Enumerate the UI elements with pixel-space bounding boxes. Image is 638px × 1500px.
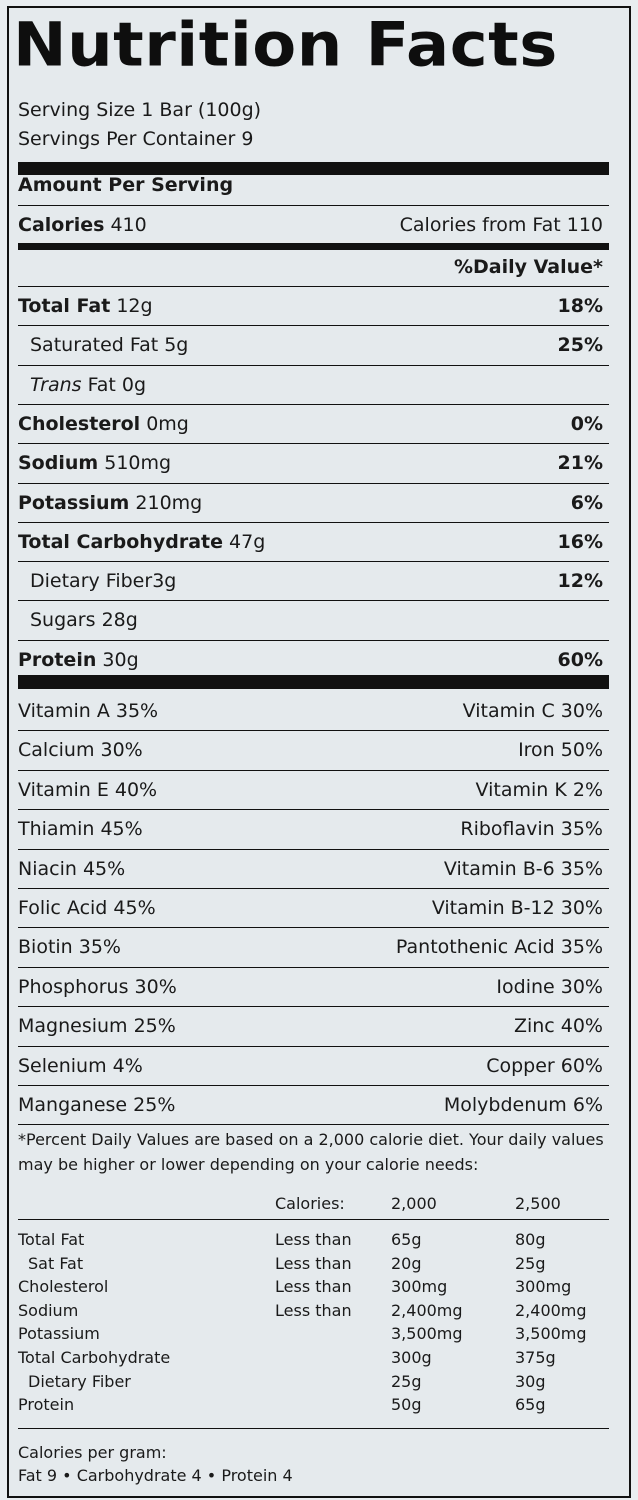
calories-from-fat: Calories from Fat 110 — [399, 214, 603, 236]
nutrient-daily-value: 60% — [557, 648, 603, 671]
vitamin-left: Niacin 45% — [18, 857, 126, 880]
vitamin-right: Vitamin C 30% — [462, 700, 603, 722]
vitamin-left: Phosphorus 30% — [18, 975, 177, 998]
nutrient-amount: 3g — [152, 570, 177, 593]
calories-row — [18, 205, 609, 244]
vitamin-left: Magnesium 25% — [18, 1015, 176, 1038]
nutrient-daily-value: 12% — [557, 570, 603, 593]
vitamin-right: Zinc 40% — [513, 1015, 603, 1038]
nutrient-amount: 210mg — [135, 491, 203, 514]
vitamin-right: Vitamin B-6 35% — [443, 857, 603, 880]
vitamin-left: Manganese 25% — [18, 1094, 176, 1116]
dv-cell-limit: Less than — [275, 1277, 352, 1297]
vitamin-right: Vitamin B-12 30% — [431, 897, 603, 919]
dv-table-2000 — [391, 1228, 463, 1417]
nutrient-row — [18, 286, 609, 325]
divider — [18, 1124, 609, 1125]
nutrient-label: Total Carbohydrate — [18, 530, 223, 553]
vitamin-row — [18, 849, 609, 888]
nutrient-label: Sodium — [18, 452, 99, 475]
vitamin-left: Vitamin A 35% — [18, 700, 159, 722]
dv-cell-name: Sat Fat — [28, 1253, 84, 1273]
dv-cell-c1: 65g — [391, 1230, 422, 1249]
dv-table-2500 — [515, 1228, 587, 1417]
nutrient-amount: 0mg — [146, 412, 189, 435]
dv-table-limits — [275, 1228, 352, 1417]
vitamin-right: Iodine 30% — [496, 975, 603, 998]
dv-cell-name: Potassium — [18, 1324, 100, 1344]
dv-cell-c1: 2,400mg — [391, 1300, 463, 1320]
nutrient-row — [18, 600, 609, 639]
nutrient-amount: 5g — [164, 334, 189, 357]
nutrient-row — [18, 561, 609, 600]
dv-header-calories: Calories: — [275, 1194, 345, 1213]
dv-cell-name: Total Fat — [18, 1230, 85, 1249]
vitamin-row — [18, 730, 609, 769]
dv-cell-c2: 25g — [515, 1253, 546, 1273]
nutrient-label: Dietary Fiber — [30, 570, 153, 593]
nutrient-daily-value: 21% — [557, 452, 603, 475]
nutrient-daily-value: 0% — [570, 412, 603, 435]
nutrient-amount: 510mg — [104, 452, 172, 475]
amount-per-serving: Amount Per Serving — [18, 174, 234, 196]
nutrient-amount: 47g — [229, 530, 266, 553]
dv-header-2000: 2,000 — [391, 1194, 437, 1213]
dv-cell-c2: 30g — [515, 1371, 546, 1391]
calories-per-gram-label: Calories per gram: — [18, 1443, 167, 1462]
nutrient-daily-value: 25% — [557, 334, 603, 357]
vitamin-left: Biotin 35% — [18, 936, 121, 959]
vitamin-left: Thiamin 45% — [18, 818, 143, 841]
vitamin-right: Iron 50% — [518, 739, 603, 762]
thick-divider — [18, 675, 609, 689]
daily-value-header: %Daily Value* — [453, 256, 603, 278]
vitamin-left: Calcium 30% — [18, 739, 143, 762]
dv-cell-c2: 65g — [515, 1395, 546, 1415]
dv-cell-c2: 2,400mg — [515, 1300, 587, 1320]
dv-cell-name: Cholesterol — [18, 1277, 109, 1297]
nutrient-amount: Fat 0g — [87, 373, 147, 396]
vitamin-row — [18, 1006, 609, 1045]
nutrient-label: Sugars — [30, 609, 96, 632]
nutrient-label: Saturated Fat — [30, 334, 159, 357]
nutrient-label: Total Fat — [18, 295, 111, 317]
calories-per-gram-values: Fat 9 • Carbohydrate 4 • Protein 4 — [18, 1466, 293, 1485]
dv-cell-limit: Less than — [275, 1300, 352, 1320]
nutrient-label: Potassium — [18, 491, 130, 514]
dv-table-names — [18, 1228, 170, 1417]
dv-cell-c1: 300g — [391, 1347, 432, 1367]
nutrient-amount: 30g — [102, 648, 139, 671]
vitamin-row — [18, 691, 609, 730]
dv-cell-c1: 25g — [391, 1371, 422, 1391]
nutrient-amount: 12g — [116, 295, 153, 317]
vitamin-right: Pantothenic Acid 35% — [395, 936, 603, 959]
vitamin-left: Selenium 4% — [18, 1054, 143, 1077]
nutrient-row — [18, 640, 609, 679]
nutrient-label: Protein — [18, 648, 97, 671]
nutrient-row — [18, 404, 609, 443]
dv-cell-limit — [275, 1393, 352, 1417]
nutrient-daily-value: 18% — [557, 295, 603, 317]
calories-label: Calories — [18, 214, 105, 236]
nutrient-label: Cholesterol — [18, 412, 141, 435]
nutrient-daily-value: 16% — [557, 530, 603, 553]
dv-cell-name: Total Carbohydrate — [18, 1347, 171, 1367]
dv-header-2500: 2,500 — [515, 1194, 561, 1213]
dv-cell-limit — [275, 1346, 352, 1370]
vitamin-row — [18, 1085, 609, 1124]
footnote-line-2: may be higher or lower depending on your calorie needs: — [18, 1155, 479, 1174]
label-title: Nutrition Facts — [13, 11, 558, 81]
dv-cell-c1: 3,500mg — [391, 1324, 463, 1344]
vitamin-row — [18, 809, 609, 848]
vitamin-row — [18, 888, 609, 927]
nutrient-row — [18, 325, 609, 364]
vitamin-right: Molybdenum 6% — [443, 1094, 603, 1116]
dv-cell-limit: Less than — [275, 1230, 352, 1249]
divider — [18, 1219, 609, 1220]
dv-cell-limit: Less than — [275, 1253, 352, 1273]
calories-value: 410 — [110, 214, 147, 236]
serving-size: Serving Size 1 Bar (100g) — [18, 99, 262, 121]
servings-per-container: Servings Per Container 9 — [18, 128, 254, 150]
nutrient-row — [18, 522, 609, 561]
dv-cell-c1: 300mg — [391, 1277, 448, 1297]
dv-cell-c2: 375g — [515, 1347, 556, 1367]
vitamin-left: Folic Acid 45% — [18, 897, 156, 919]
dv-cell-name: Sodium — [18, 1300, 79, 1320]
nutrient-row — [18, 443, 609, 482]
vitamin-right: Riboflavin 35% — [460, 818, 603, 841]
vitamin-row — [18, 770, 609, 809]
vitamin-row — [18, 927, 609, 966]
dv-cell-c2: 300mg — [515, 1277, 572, 1297]
vitamin-left: Vitamin E 40% — [18, 778, 158, 801]
nutrient-label: Trans — [30, 373, 82, 396]
dv-cell-limit — [275, 1370, 352, 1394]
nutrient-amount: 28g — [101, 609, 138, 632]
daily-value-header-row — [18, 247, 609, 286]
dv-cell-c1: 20g — [391, 1253, 422, 1273]
dv-cell-c1: 50g — [391, 1395, 422, 1415]
nutrient-row — [18, 365, 609, 404]
nutrient-row — [18, 483, 609, 522]
vitamin-right: Copper 60% — [486, 1054, 603, 1077]
vitamin-row — [18, 967, 609, 1006]
dv-cell-c2: 80g — [515, 1230, 546, 1249]
dv-cell-name: Dietary Fiber — [28, 1371, 131, 1391]
dv-cell-name: Protein — [18, 1395, 75, 1415]
footnote-line-1: *Percent Daily Values are based on a 2,000 calorie diet. Your daily values — [18, 1130, 604, 1149]
dv-cell-limit — [275, 1322, 352, 1346]
nutrient-daily-value: 6% — [570, 491, 603, 514]
vitamin-right: Vitamin K 2% — [475, 778, 603, 801]
vitamin-row — [18, 1046, 609, 1085]
divider — [18, 1428, 609, 1429]
dv-cell-c2: 3,500mg — [515, 1324, 587, 1344]
